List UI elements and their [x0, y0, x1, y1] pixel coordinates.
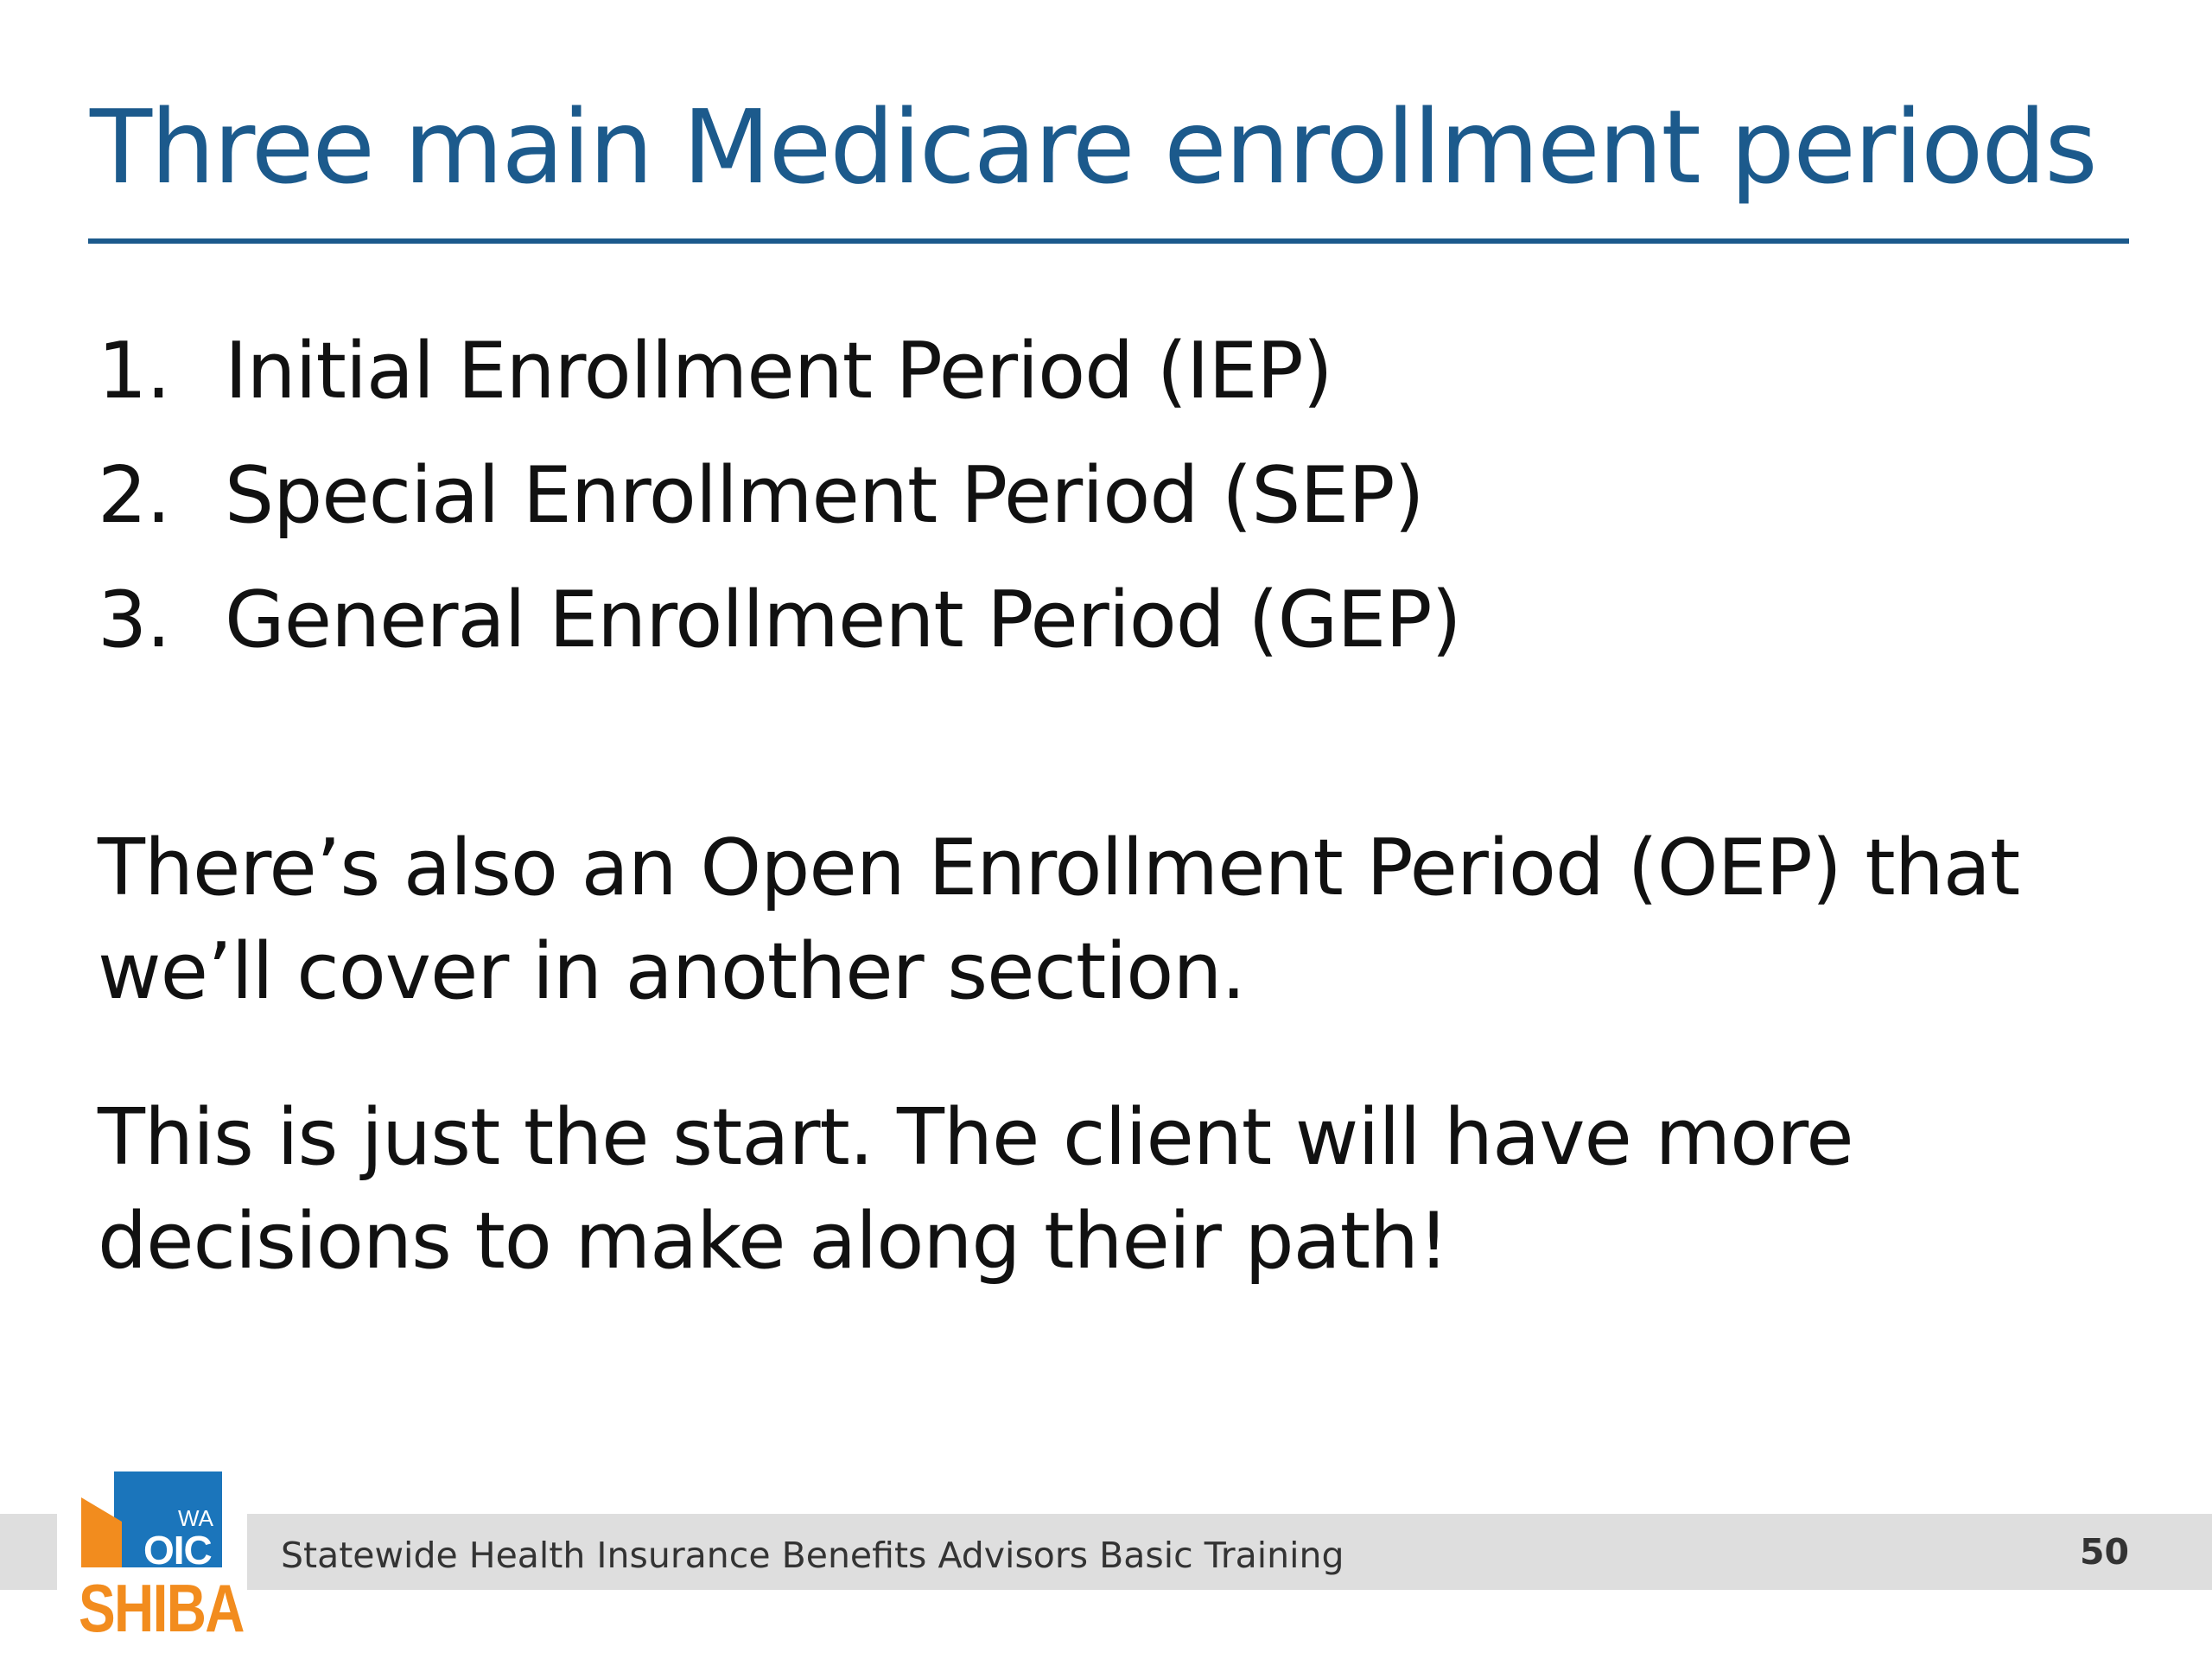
logo-oic-text: OIC	[143, 1528, 212, 1573]
list-item-number: 3.	[98, 575, 170, 665]
logo-wa-text: WA	[178, 1505, 213, 1531]
list-item-number: 2.	[98, 450, 170, 541]
title-underline	[88, 238, 2129, 244]
list-item	[98, 323, 1461, 448]
decisions-paragraph: This is just the start. The client will have more decisions to make along their path!	[98, 1092, 1853, 1287]
list-item-number: 1.	[98, 326, 170, 416]
list-item-text: Initial Enrollment Period (IEP)	[225, 326, 1332, 416]
logo-shiba-text: SHIBA	[79, 1570, 244, 1646]
slide-title: Three main Medicare enrollment periods	[90, 87, 2096, 207]
oep-note-paragraph: There’s also an Open Enrollment Period (OEP) that we’ll cover in another section.	[98, 823, 2020, 1017]
list-item-text: General Enrollment Period (GEP)	[225, 575, 1461, 665]
footer-text: Statewide Health Insurance Benefits Advisors Basic Training	[281, 1535, 1344, 1576]
list-item	[98, 572, 1461, 696]
shiba-logo	[57, 1471, 247, 1659]
page-number: 50	[2079, 1531, 2129, 1573]
enrollment-period-list	[98, 323, 1461, 696]
list-item-text: Special Enrollment Period (SEP)	[225, 450, 1424, 541]
list-item	[98, 448, 1461, 572]
